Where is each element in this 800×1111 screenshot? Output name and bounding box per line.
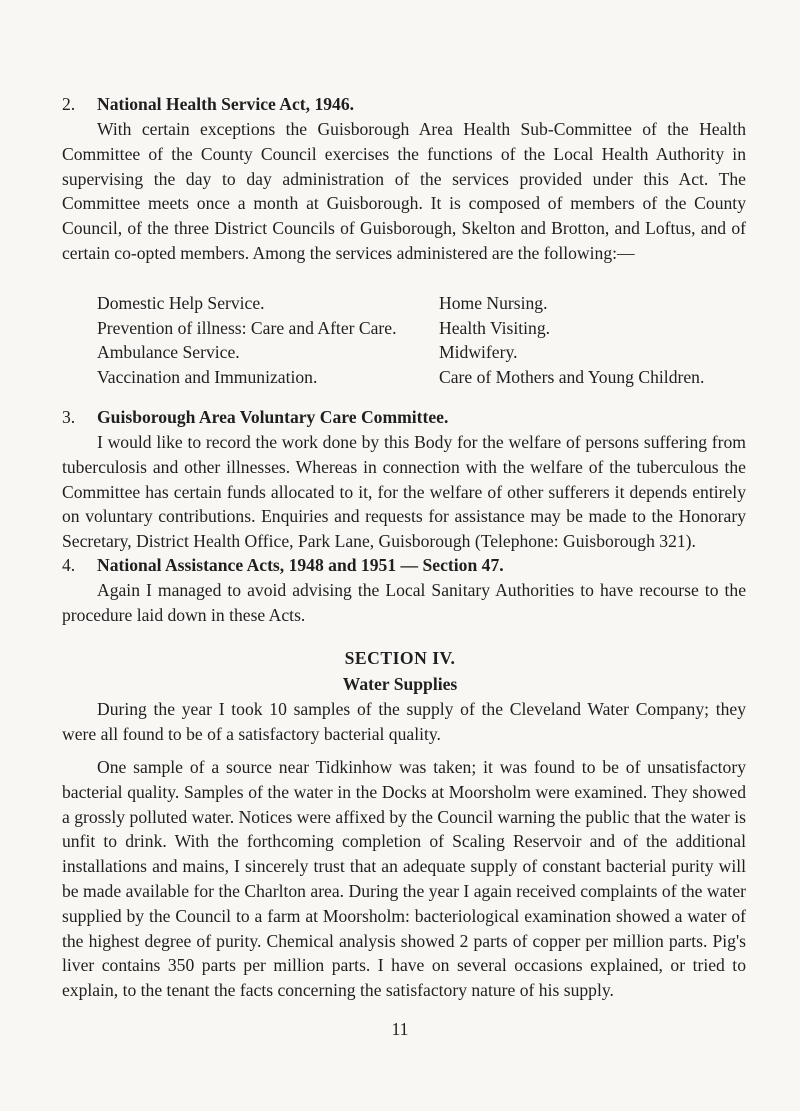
service-item: Care of Mothers and Young Children.: [439, 367, 705, 387]
section-number: 3.: [62, 407, 76, 427]
service-item: Health Visiting.: [439, 318, 551, 338]
section-iv-subheading: Water Supplies: [342, 674, 458, 694]
section-4-body: Again I managed to avoid advising the Local Sanitary Authorities to have recourse to the procedure laid down in these Acts.: [62, 580, 746, 625]
water-paragraph: One sample of a source near Tidkinhow was taken; it was found to be of unsatisfactory bacterial quality. Samples of the water in the Docks at Moorsholm were examined. They showed a grossly polluted water. Notices were affixed by the Council warning the public that the water is unfit to drink. With the forthcoming completion of Scaling Reservoir and of the additional installations and mains, I sincerely trust that an adequate supply of constant bacterial purity will be made available for the Charlton area. During the year I again received complaints of the water supplied by the Council to a farm at Moorsholm: bacteriological examination showed a water of the highest degree of purity. Chemical analysis showed 2 parts of copper per million parts. Pig's liver contains 350 parts per million parts. I have on several occasions explained, or tried to explain, to the tenant the facts concerning the satisfactory nature of his supply.: [62, 757, 746, 1001]
section-number: 2.: [62, 94, 76, 114]
section-4-heading: [62, 553, 504, 578]
section-number: 4.: [62, 555, 76, 575]
section-2-heading: [62, 92, 354, 117]
service-item: Midwifery.: [439, 342, 518, 362]
section-title: Guisborough Area Voluntary Care Committee.: [97, 407, 449, 427]
service-item: Ambulance Service.: [97, 342, 240, 362]
section-3-body: I would like to record the work done by this Body for the welfare of persons suffering from tuberculosis and other illnesses. Whereas in connection with the welfare of the tuberculous the Committee has certain funds allocated to it, for the welfare of other sufferers it depends entirely on voluntary contributions. Enquiries and requests for assistance may be made to the Honorary Secretary, District Health Office, Park Lane, Guisborough (Telephone: Guisborough 321).: [62, 432, 746, 552]
service-item: Vaccination and Immunization.: [97, 367, 318, 387]
service-item: Domestic Help Service.: [97, 293, 265, 313]
service-item: Home Nursing.: [439, 293, 548, 313]
section-title: National Assistance Acts, 1948 and 1951: [97, 555, 397, 575]
section-iv-heading: SECTION IV.: [344, 648, 456, 668]
section-2-body: With certain exceptions the Guisborough Area Health Sub-Committee of the Health Committee of the County Council exercises the functions of the Local Health Authority in supervising the day to day administration of the services provided under this Act. The Committee meets once a month at Guisborough. It is composed of members of the County Council, of the three District Councils of Guisborough, Skelton and Brotton, and Loftus, and of certain co-opted members. Among the services administered are the following:—: [62, 119, 746, 263]
page-number: 11: [391, 1019, 409, 1039]
section-title-suffix: — Section 47.: [396, 555, 504, 575]
water-paragraph: During the year I took 10 samples of the supply of the Cleveland Water Company; they were all found to be of a satisfactory bacterial quality.: [62, 699, 746, 744]
section-title: National Health Service Act, 1946.: [97, 94, 355, 114]
section-3-heading: [62, 405, 448, 430]
service-item: Prevention of illness: Care and After Care.: [97, 318, 397, 338]
